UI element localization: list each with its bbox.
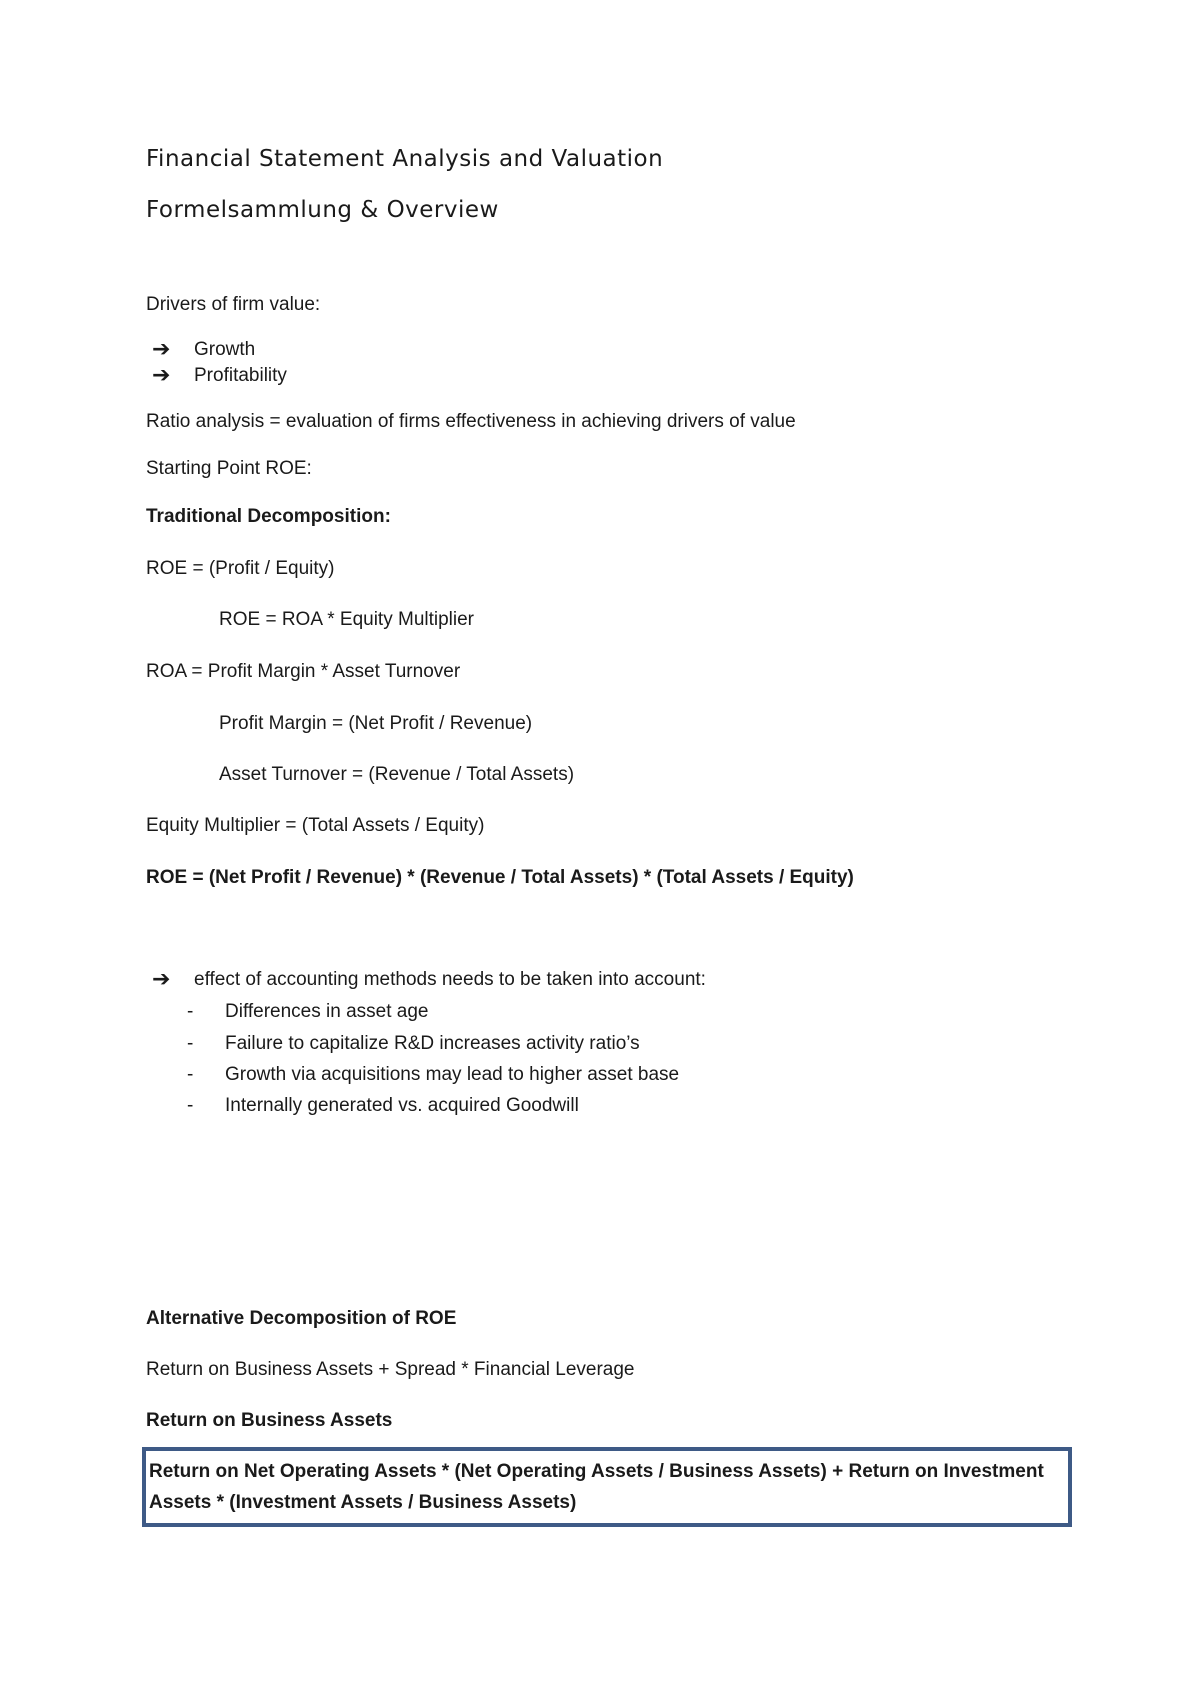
list-item-label: Failure to capitalize R&D increases activity ratio’s: [225, 1033, 640, 1054]
list-item-label: Profitability: [194, 365, 287, 386]
dash-marker: -: [187, 1033, 194, 1054]
right-arrow-icon: ➔: [152, 967, 171, 993]
alternative-heading: Alternative Decomposition of ROE: [146, 1308, 457, 1329]
drivers-heading: Drivers of firm value:: [146, 294, 321, 315]
rba-formula-line-2: Assets * (Investment Assets / Business Assets): [149, 1492, 577, 1513]
list-item: [187, 1064, 679, 1087]
rba-formula-box: [142, 1447, 1072, 1527]
right-arrow-icon: ➔: [152, 363, 171, 389]
list-item-label: Growth via acquisitions may lead to higher asset base: [225, 1064, 680, 1085]
ratio-analysis-text: Ratio analysis = evaluation of firms effectiveness in achieving drivers of value: [146, 411, 796, 432]
accounting-intro: [152, 969, 706, 992]
traditional-heading: Traditional Decomposition:: [146, 506, 391, 527]
right-arrow-icon: ➔: [152, 337, 171, 363]
roa-formula: ROA = Profit Margin * Asset Turnover: [146, 661, 461, 682]
alternative-formula: Return on Business Assets + Spread * Financial Leverage: [146, 1359, 635, 1380]
list-item-label: Internally generated vs. acquired Goodwill: [225, 1095, 579, 1116]
dash-marker: -: [187, 1064, 194, 1085]
list-item: [187, 1033, 640, 1056]
dash-marker: -: [187, 1095, 194, 1116]
equity-multiplier-formula: Equity Multiplier = (Total Assets / Equity): [146, 815, 485, 836]
list-item: [187, 1095, 579, 1118]
roe-formula: ROE = (Profit / Equity): [146, 558, 335, 579]
list-item-growth: [152, 339, 255, 362]
list-item-label: Differences in asset age: [225, 1001, 429, 1022]
starting-point-text: Starting Point ROE:: [146, 458, 312, 479]
rba-formula-line-1: Return on Net Operating Assets * (Net Operating Assets / Business Assets) + Return on Investment: [149, 1461, 1044, 1482]
document-subtitle: Formelsammlung & Overview: [146, 197, 499, 223]
profit-margin-formula: Profit Margin = (Net Profit / Revenue): [219, 713, 533, 734]
list-item: [187, 1001, 429, 1024]
document-title: Financial Statement Analysis and Valuation: [146, 146, 664, 172]
rba-heading: Return on Business Assets: [146, 1410, 393, 1431]
roe-full-formula: ROE = (Net Profit / Revenue) * (Revenue / Total Assets) * (Total Assets / Equity): [146, 867, 854, 888]
list-item-profitability: [152, 365, 287, 388]
list-item-label: Growth: [194, 339, 256, 360]
accounting-intro-label: effect of accounting methods needs to be taken into account:: [194, 969, 706, 990]
dash-marker: -: [187, 1001, 194, 1022]
roe-roa-formula: ROE = ROA * Equity Multiplier: [219, 609, 475, 630]
asset-turnover-formula: Asset Turnover = (Revenue / Total Assets): [219, 764, 575, 785]
